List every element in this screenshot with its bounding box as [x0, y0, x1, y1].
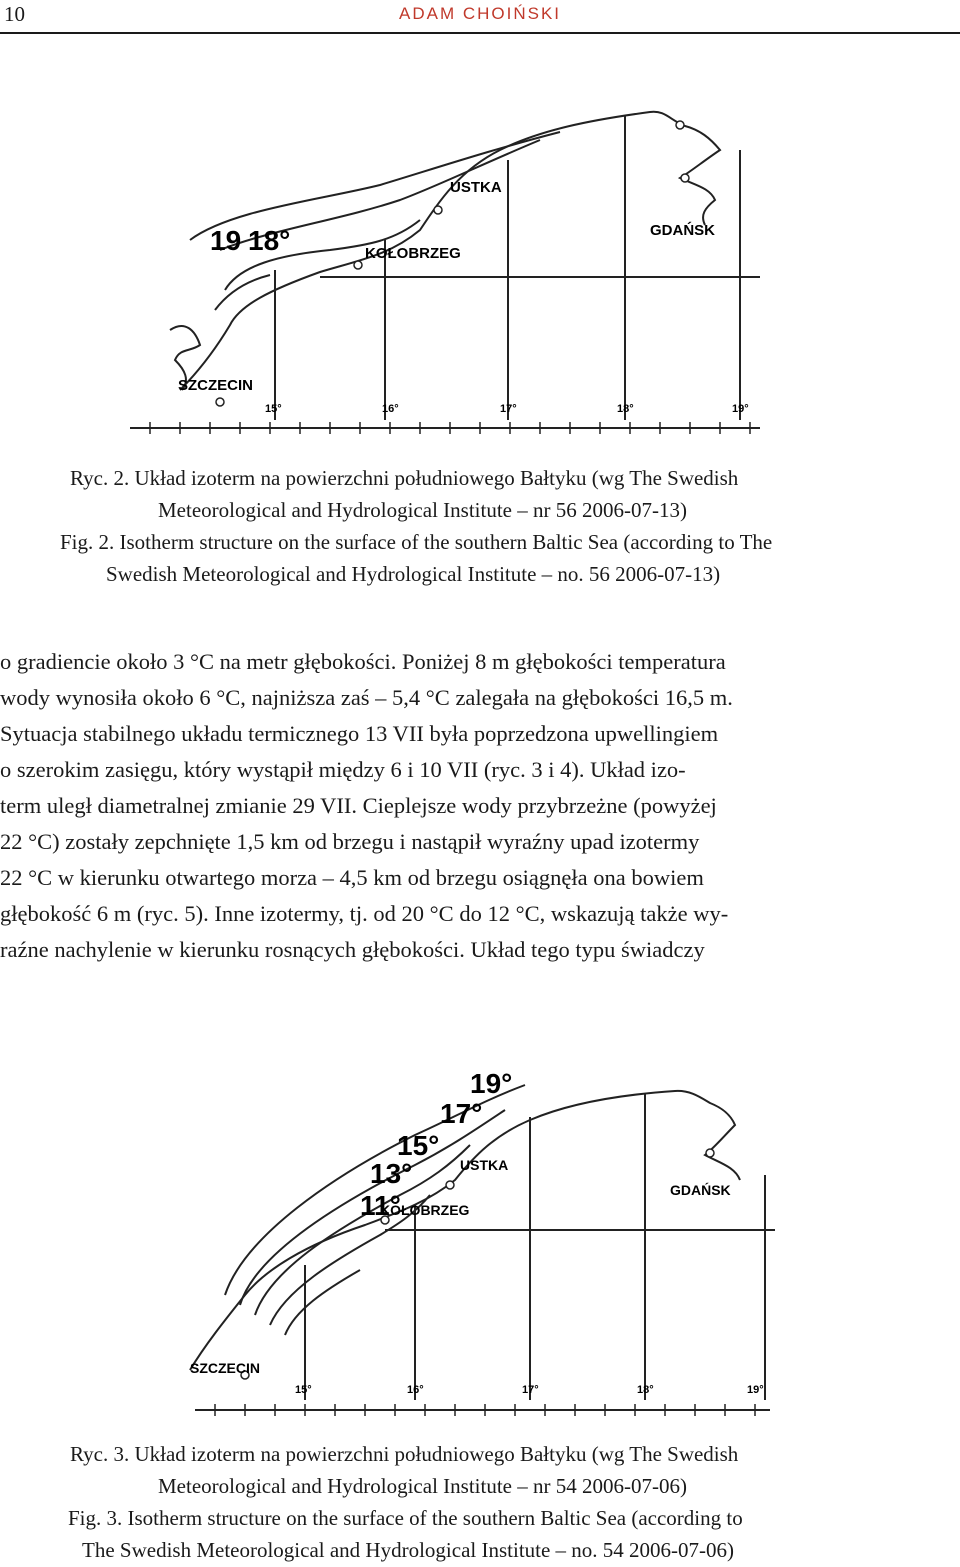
figure-2-map-svg: [120, 90, 780, 440]
isotherm-label: 17°: [440, 1098, 483, 1129]
city-marker-ustka: [434, 206, 442, 214]
isotherm-label: 19: [210, 225, 242, 256]
longitude-label: 17°: [522, 1384, 539, 1396]
page-header: [0, 0, 960, 30]
isotherm-label: 19°: [470, 1068, 513, 1099]
city-marker-ustka: [446, 1181, 454, 1189]
caption-line: Fig. 3. Isotherm structure on the surface of the southern Baltic Sea (according to: [68, 1506, 743, 1530]
longitude-label: 16°: [407, 1384, 424, 1396]
city-label-ustka: USTKA: [450, 179, 502, 196]
isotherm-line: [215, 275, 270, 310]
isotherm-line: [190, 132, 560, 240]
isotherm-label: 15°: [397, 1130, 440, 1161]
body-line: głębokość 6 m (ryc. 5). Inne izotermy, tj. od 20 °C do 12 °C, wskazują także wy-: [0, 901, 729, 926]
figure-2-caption: [40, 462, 920, 590]
city-label-szczecin: SZCZECIN: [190, 1360, 260, 1376]
longitude-label: 17°: [500, 403, 517, 415]
running-head: ADAM CHOIŃSKI: [398, 4, 562, 23]
city-marker-gdansk: [681, 174, 689, 182]
body-line: 22 °C) zostały zepchnięte 1,5 km od brzegu i nastąpił wyraźny upad izotermy: [0, 829, 700, 854]
scale-ticks: [150, 422, 750, 434]
body-line: 22 °C w kierunku otwartego morza – 4,5 km od brzegu osiągnęła ona bowiem: [0, 865, 704, 890]
page-number: 10: [4, 2, 25, 26]
figure-3-map-svg: [185, 1055, 775, 1425]
isotherm-label: 18°: [248, 225, 291, 256]
city-label-kolobrzeg: KOŁOBRZEG: [380, 1202, 470, 1218]
longitude-label: 16°: [382, 403, 399, 415]
body-paragraph: [0, 644, 960, 968]
figure-2-caption-en: [40, 526, 920, 590]
isotherm-label: 11°: [360, 1190, 401, 1221]
caption-line: The Swedish Meteorological and Hydrological Institute – no. 54 2006-07-06): [82, 1538, 735, 1562]
figure-3-caption-pl: [40, 1438, 920, 1502]
longitude-label: 19°: [732, 403, 749, 415]
caption-line: Fig. 2. Isotherm structure on the surface of the southern Baltic Sea (according to The: [60, 530, 773, 554]
isotherm-line: [285, 1270, 360, 1335]
city-marker-kolobrzeg: [354, 261, 362, 269]
city-label-gdansk: GDAŃSK: [670, 1182, 731, 1198]
isotherm-label: 13°: [370, 1158, 413, 1189]
figure-3-caption: [40, 1438, 920, 1566]
city-label-szczecin: SZCZECIN: [178, 377, 253, 394]
longitude-label: 18°: [617, 403, 634, 415]
longitude-label: 15°: [295, 1384, 312, 1396]
figure-2-caption-pl: [40, 462, 920, 526]
body-line: term uległ diametralnej zmianie 29 VII. Cieplejsze wody przybrzeżne (powyżej: [0, 793, 717, 818]
caption-line: Swedish Meteorological and Hydrological Institute – no. 56 2006-07-13): [106, 562, 721, 586]
city-label-ustka: USTKA: [460, 1157, 509, 1173]
body-line: o szerokim zasięgu, który wystąpił między 6 i 10 VII (ryc. 3 i 4). Układ izo-: [0, 757, 686, 782]
figure-3-map: [185, 1055, 775, 1425]
header-rule: [0, 32, 960, 34]
longitude-label: 15°: [265, 403, 282, 415]
city-marker-hel: [676, 121, 684, 129]
city-marker-szczecin: [216, 398, 224, 406]
body-line: o gradiencie około 3 °C na metr głębokości. Poniżej 8 m głębokości temperatura: [0, 649, 726, 674]
longitude-label: 18°: [637, 1384, 654, 1396]
city-marker-gdansk: [706, 1149, 714, 1157]
caption-line: Meteorological and Hydrological Institute – nr 54 2006-07-06): [158, 1474, 687, 1498]
body-line: Sytuacja stabilnego układu termicznego 13 VII była poprzedzona upwellingiem: [0, 721, 719, 746]
body-line: wody wynosiła około 6 °C, najniższa zaś – 5,4 °C zalegała na głębokości 16,5 m.: [0, 685, 733, 710]
city-label-gdansk: GDAŃSK: [650, 222, 716, 239]
caption-line: Ryc. 2. Układ izoterm na powierzchni południowego Bałtyku (wg The Swedish: [70, 466, 739, 490]
longitude-label: 19°: [747, 1384, 764, 1396]
figure-3-caption-en: [40, 1502, 920, 1566]
caption-line: Ryc. 3. Układ izoterm na powierzchni południowego Bałtyku (wg The Swedish: [70, 1442, 739, 1466]
city-label-kolobrzeg: KOŁOBRZEG: [365, 245, 461, 262]
caption-line: Meteorological and Hydrological Institute – nr 56 2006-07-13): [158, 498, 687, 522]
figure-2-map: [120, 90, 780, 440]
body-line: raźne nachylenie w kierunku rosnących głębokości. Układ tego typu świadczy: [0, 937, 705, 962]
